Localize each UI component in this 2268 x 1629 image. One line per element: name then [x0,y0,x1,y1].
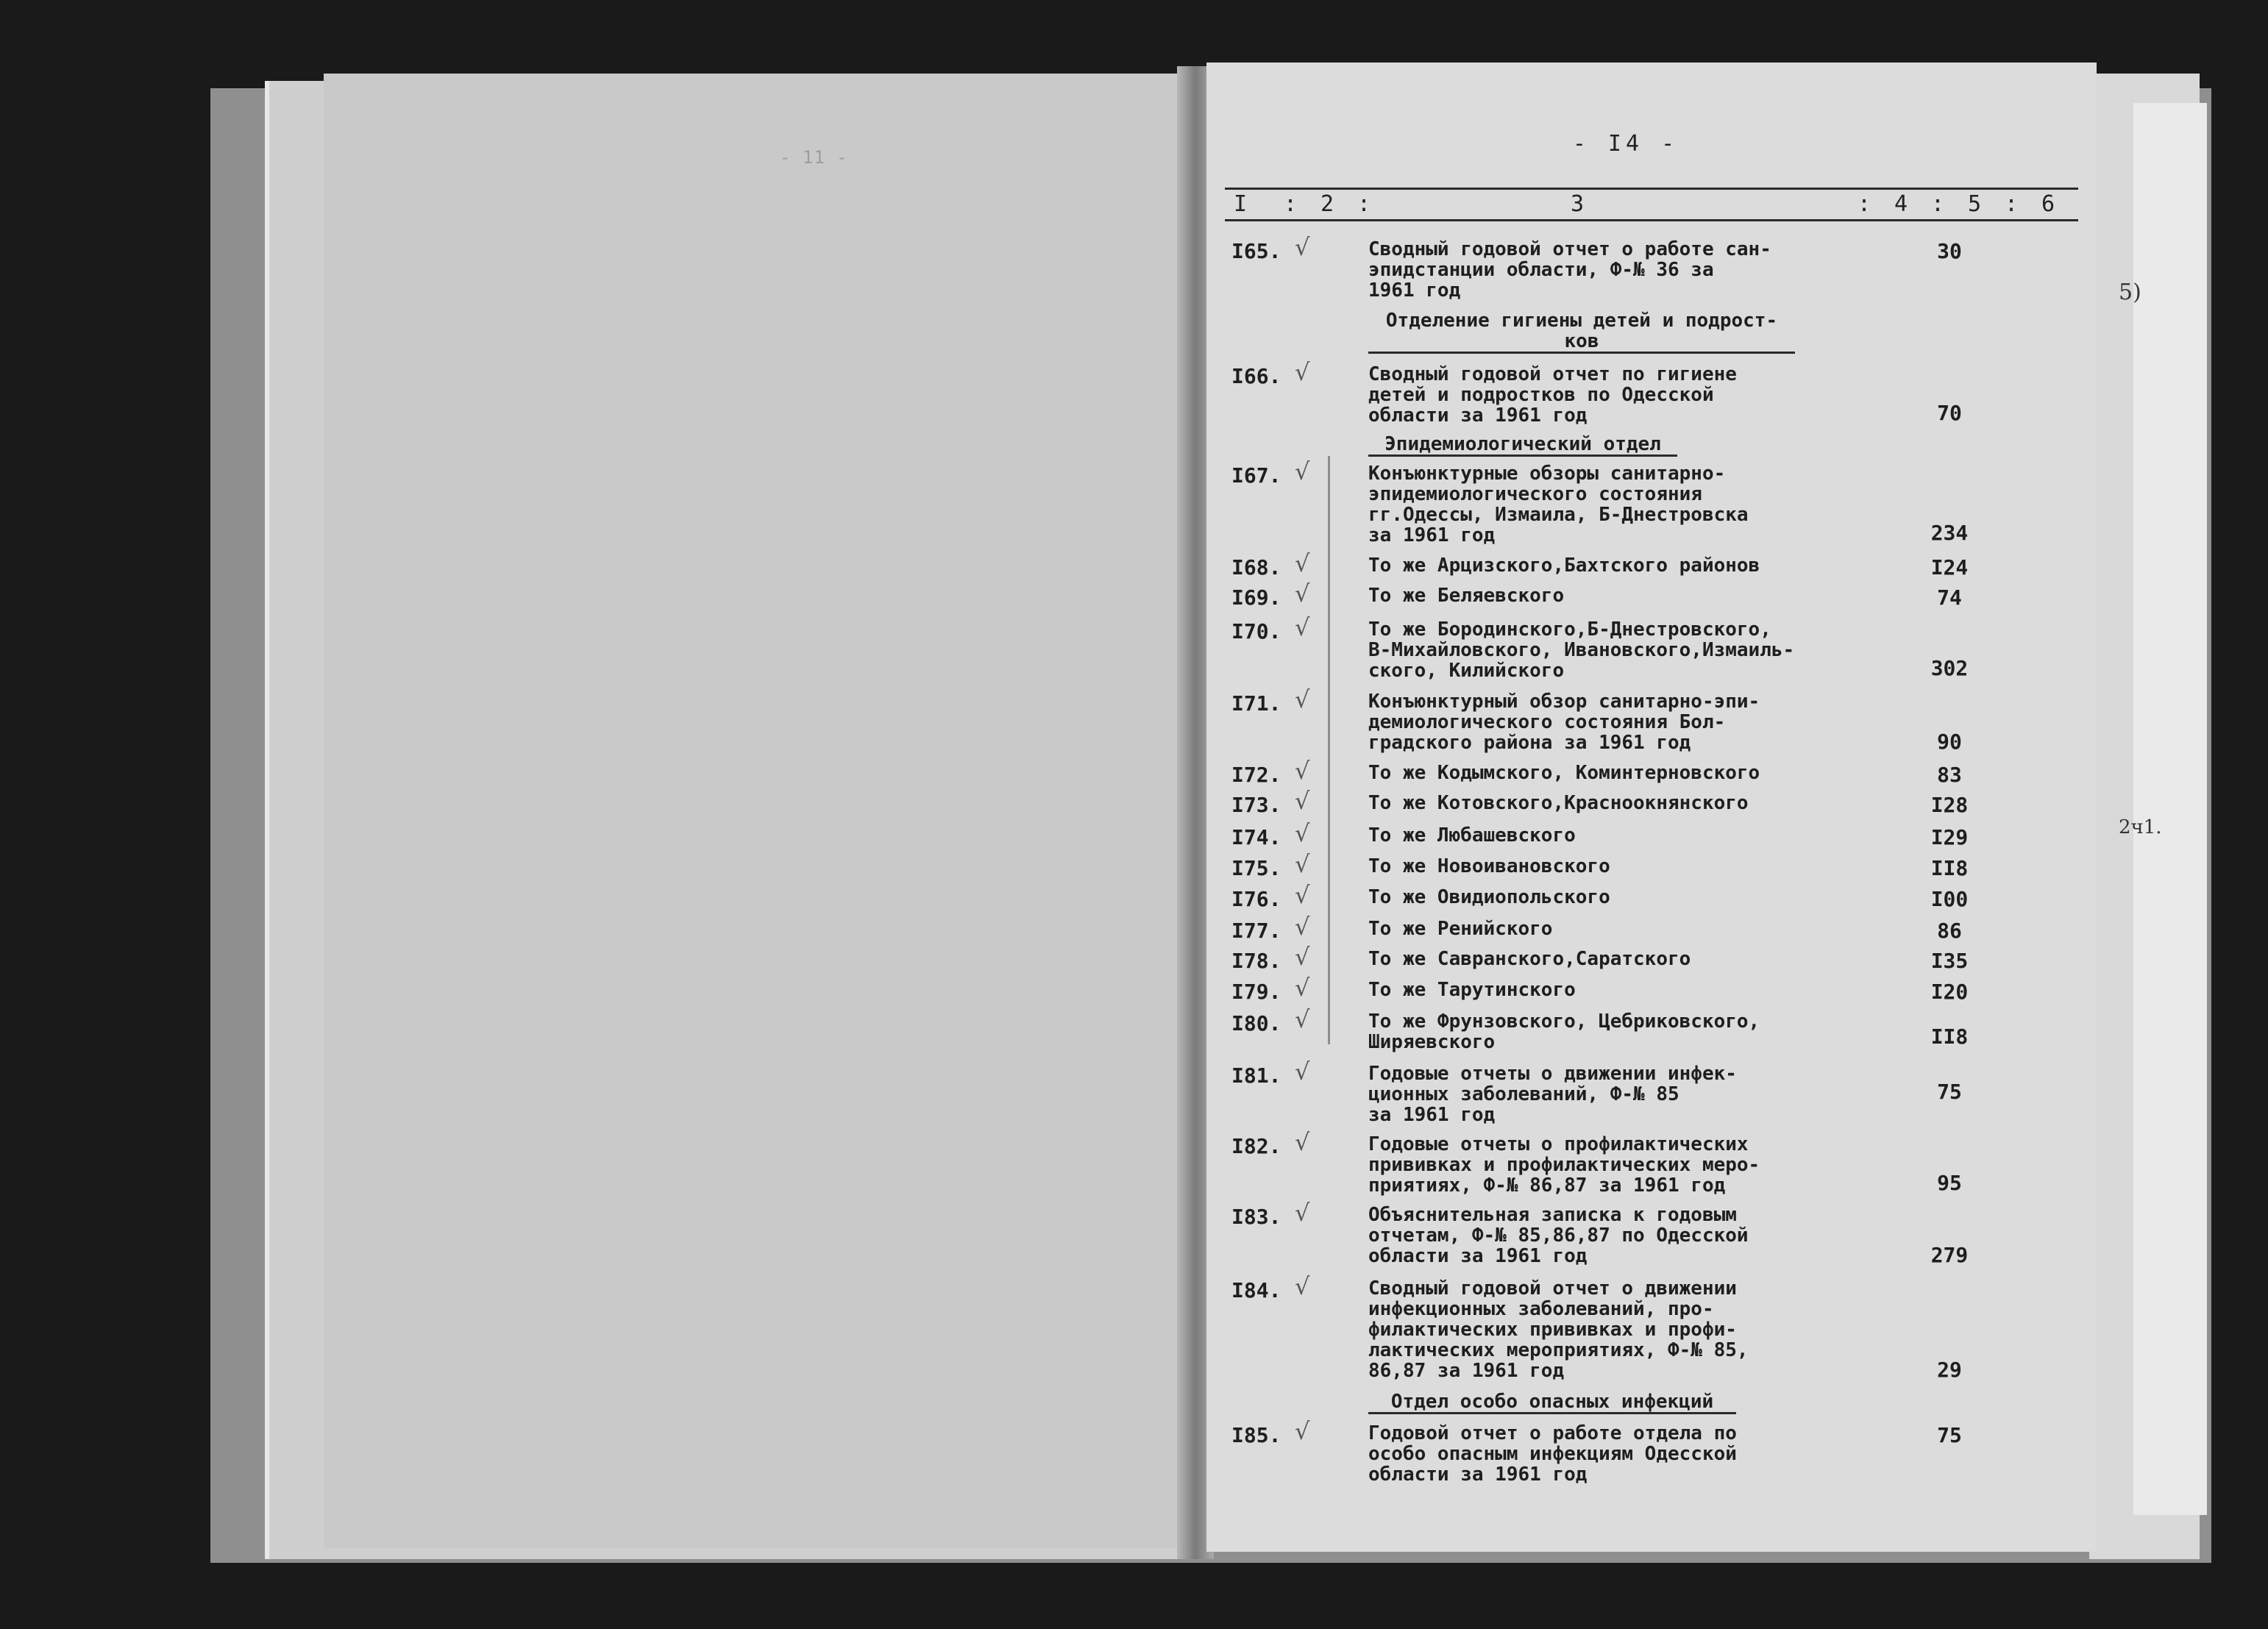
item-sheets: 70 [1937,401,1962,425]
column-header: 2 [1320,191,1334,217]
item-number: I75. [1231,856,1281,880]
right-page-edge-inner [2133,103,2207,1515]
check-mark-icon: √ [1295,457,1310,485]
check-mark-icon: √ [1295,1272,1310,1300]
item-title: То же Фрунзовского, Цебриковского, Ширяевского [1368,1010,1760,1053]
check-mark-icon: √ [1295,1417,1310,1445]
item-number: I74. [1231,825,1281,849]
item-number: I78. [1231,949,1281,973]
check-mark-icon: √ [1295,974,1310,1002]
item-title: То же Любашевского [1368,824,1576,846]
check-mark-icon: √ [1295,943,1310,971]
column-header: 5 [1968,191,1982,217]
section-heading: Эпидемиологический отдел [1368,434,1677,457]
item-sheets: I35 [1930,949,1969,973]
column-separator: : [2005,191,2019,217]
item-number: I81. [1231,1063,1281,1088]
item-title: Объяснительная записка к годовым отчетам, Ф-№ 85,86,87 по Одесской области за 1961 год [1368,1204,1749,1267]
item-sheets: I00 [1930,887,1969,911]
check-mark-icon: √ [1295,787,1310,815]
item-title: Годовые отчеты о профилактических прививках и профилактических меро- приятиях, Ф-№ 86,87 за 1961 год [1368,1133,1760,1197]
column-separator: : [1931,191,1945,217]
column-header: I [1234,191,1248,217]
item-number: I70. [1231,619,1281,644]
item-number: I65. [1231,239,1281,263]
item-sheets: 86 [1937,919,1962,943]
check-mark-icon: √ [1295,613,1310,641]
item-title: Конъюнктурные обзоры санитарно- эпидемиологического состояния гг.Одессы, Измаила, Б-Днестровска за 1961 год [1368,463,1749,546]
item-number: I76. [1231,887,1281,911]
item-sheets: 95 [1937,1171,1962,1195]
item-number: I79. [1231,980,1281,1004]
item-number: I68. [1231,555,1281,580]
column-separator: : [1357,191,1371,217]
section-heading: Отдел особо опасных инфекций [1368,1391,1736,1414]
check-mark-icon: √ [1295,913,1310,941]
item-title: То же Савранского,Саратского [1368,948,1691,970]
item-sheets: I28 [1930,793,1969,817]
item-sheets: 74 [1937,585,1962,610]
check-mark-icon: √ [1295,1058,1310,1086]
item-title: Конъюнктурный обзор санитарно-эпи- демиологического состояния Бол- градского района за 1961 год [1368,691,1760,754]
item-sheets: 90 [1937,730,1962,754]
item-sheets: II8 [1930,1024,1969,1049]
check-mark-icon: √ [1295,1005,1310,1033]
item-sheets: 302 [1930,656,1969,680]
item-sheets: 279 [1930,1243,1969,1267]
item-sheets: 75 [1937,1080,1962,1104]
item-sheets: 234 [1930,521,1969,545]
item-number: I66. [1231,364,1281,388]
item-title: Сводный годовой отчет по гигиене детей и подростков по Одесской области за 1961 год [1368,363,1737,427]
column-header-row [1225,188,2078,221]
left-page-header: - 11 - [780,147,848,168]
item-number: I67. [1231,463,1281,488]
item-number: I83. [1231,1205,1281,1229]
item-sheets: I29 [1930,825,1969,849]
item-title: То же Овидиопольского [1368,886,1610,908]
check-mark-icon: √ [1295,819,1310,847]
check-mark-icon: √ [1295,358,1310,386]
item-title: То же Котовского,Красноокнянского [1368,792,1749,814]
item-number: I82. [1231,1134,1281,1158]
check-mark-icon: √ [1295,881,1310,909]
item-sheets: 30 [1937,239,1962,263]
item-sheets: 75 [1937,1423,1962,1447]
item-number: I80. [1231,1011,1281,1035]
check-mark-icon: √ [1295,685,1310,713]
check-mark-icon: √ [1295,850,1310,878]
item-title: Сводный годовой отчет о работе сан- эпидстанции области, Ф-№ 36 за 1961 год [1368,238,1771,302]
check-mark-icon: √ [1295,580,1310,607]
item-title: То же Бородинского,Б-Днестровского, В-Михайловского, Ивановского,Измаиль- ского, Килийского [1368,619,1795,682]
check-mark-icon: √ [1295,757,1310,785]
item-title: Сводный годовой отчет о движении инфекционных заболеваний, про- филактических прививках и профи- лактических мероприятиях, Ф-№ 85, 86,87 за 1961 год [1368,1277,1749,1382]
margin-note: 2ч1. [2119,816,2162,838]
item-number: I77. [1231,919,1281,943]
item-title: Годовые отчеты о движении инфек- ционных заболеваний, Ф-№ 85 за 1961 год [1368,1063,1737,1126]
check-mark-icon: √ [1295,549,1310,577]
check-mark-icon: √ [1295,1199,1310,1227]
pencil-mark [1328,456,1330,1044]
column-separator: : [1284,191,1298,217]
item-title: То же Беляевского [1368,585,1565,607]
column-header: 6 [2041,191,2055,217]
check-mark-icon: √ [1295,233,1310,261]
item-title: То же Тарутинского [1368,979,1576,1001]
section-heading: Отделение гигиены детей и подрост- ков [1368,310,1795,354]
item-title: То же Кодымского, Коминтерновского [1368,762,1760,784]
item-sheets: 29 [1937,1358,1962,1382]
column-separator: : [1858,191,1871,217]
item-number: I69. [1231,585,1281,610]
column-header: 4 [1894,191,1908,217]
item-number: I73. [1231,793,1281,817]
item-title: То же Арцизского,Бахтского районов [1368,555,1760,577]
check-mark-icon: √ [1295,1128,1310,1156]
item-sheets: II8 [1930,856,1969,880]
item-number: I71. [1231,691,1281,716]
item-title: То же Новоивановского [1368,855,1610,877]
item-title: То же Ренийского [1368,918,1553,940]
margin-note: 5) [2119,279,2141,305]
item-number: I72. [1231,763,1281,787]
column-header: 3 [1571,191,1585,217]
item-sheets: 83 [1937,763,1962,787]
item-number: I84. [1231,1278,1281,1302]
page-number: - I4 - [1572,131,1679,157]
item-sheets: I20 [1930,980,1969,1004]
item-number: I85. [1231,1423,1281,1447]
left-page [324,74,1192,1548]
item-title: Годовой отчет о работе отдела по особо опасным инфекциям Одесской области за 1961 год [1368,1422,1737,1486]
item-sheets: I24 [1930,555,1969,580]
